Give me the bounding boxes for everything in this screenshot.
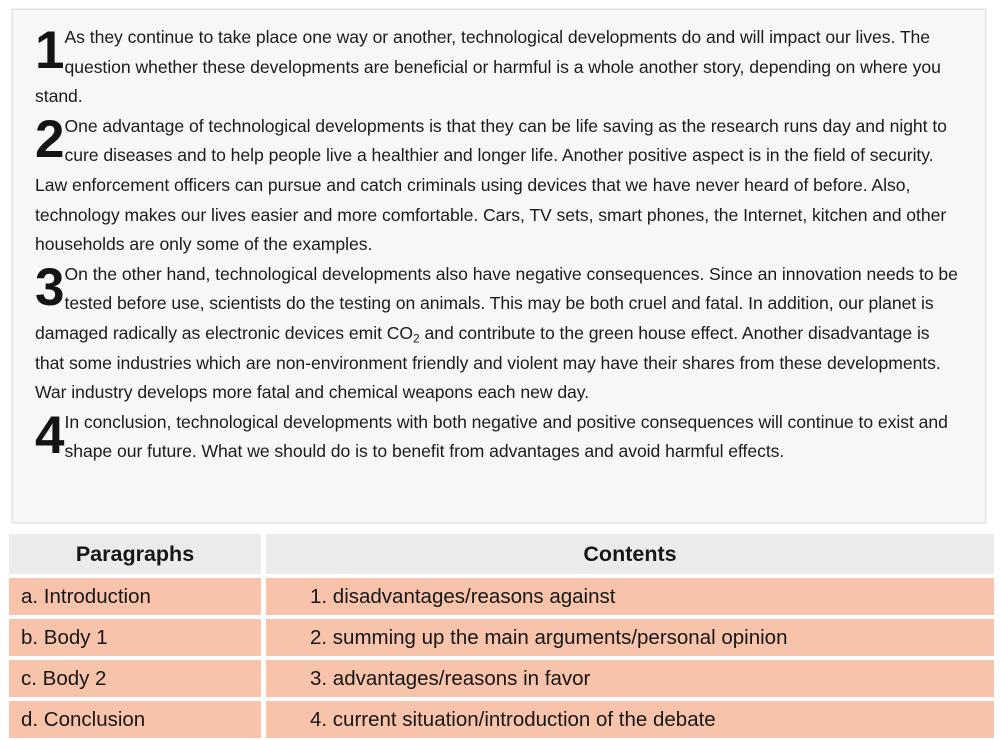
table-row[interactable] [9, 701, 994, 738]
essay-paragraph-1 [35, 23, 963, 112]
paragraph-cell[interactable]: b. Body 1 [9, 619, 261, 656]
essay-passage-box [12, 9, 986, 523]
table-row[interactable] [9, 578, 994, 615]
paragraph-text-1: As they continue to take place one way or another, technological developments do and will impact our lives. The question whether these developments are beneficial or harmful is a whole another story, depending on where you stand. [35, 27, 941, 107]
paragraph-number-4: 4 [35, 405, 64, 465]
paragraph-cell[interactable]: c. Body 2 [9, 660, 261, 697]
essay-paragraph-3 [35, 257, 963, 408]
paragraph-text-4: In conclusion, technological developments with both negative and positive consequences will continue to exist and shape our future. What we should do is to benefit from advantages and avoid harmful effects. [64, 411, 948, 462]
paragraph-text-2: One advantage of technological developments is that they can be life saving as the research runs day and night to cure diseases and to help people live a healthier and longer life. Another positive aspect is in the field of security. Law enforcement officers can pursue and catch criminals using devices that we have never heard of before. Also, technology makes our lives easier and more comfortable. Cars, TV sets, smart phones, the Internet, kitchen and other households are only some of the examples. [35, 115, 947, 255]
essay-paragraph-4 [35, 405, 963, 467]
paragraph-text-3-part-b: and contribute to the green house effect. Another disadvantage is that some industries which are non-environment friendly and violent may have their shares from these developments. War industry develops more fatal and chemical weapons each new day. [35, 322, 941, 403]
paragraph-number-1: 1 [35, 21, 64, 80]
essay-paragraph-2 [35, 109, 963, 260]
paragraph-text-3 [35, 257, 963, 408]
content-cell[interactable]: 3. advantages/reasons in favor [266, 660, 994, 697]
table-row[interactable] [9, 619, 994, 656]
paragraph-cell[interactable]: d. Conclusion [9, 701, 261, 738]
table-row[interactable] [9, 660, 994, 697]
paragraph-number-2: 2 [35, 109, 64, 169]
paragraph-cell[interactable]: a. Introduction [9, 578, 261, 615]
co2-subscript: 2 [413, 331, 420, 346]
table-header-paragraphs: Paragraphs [9, 534, 261, 574]
table-header-row [9, 534, 994, 574]
paragraph-contents-table [9, 534, 994, 734]
paragraph-number-3: 3 [35, 257, 64, 317]
paragraph-text-3-part-a: On the other hand, technological developments also have negative consequences. Since an innovation needs to be tested before use, scientists do the testing on animals. This may be both cruel and fatal. In addition, our planet is damaged radically as electronic devices emit CO [35, 263, 958, 343]
content-cell[interactable]: 4. current situation/introduction of the debate [266, 701, 994, 738]
content-cell[interactable]: 1. disadvantages/reasons against [266, 578, 994, 615]
table-header-contents: Contents [266, 534, 994, 574]
content-cell[interactable]: 2. summing up the main arguments/personal opinion [266, 619, 994, 656]
